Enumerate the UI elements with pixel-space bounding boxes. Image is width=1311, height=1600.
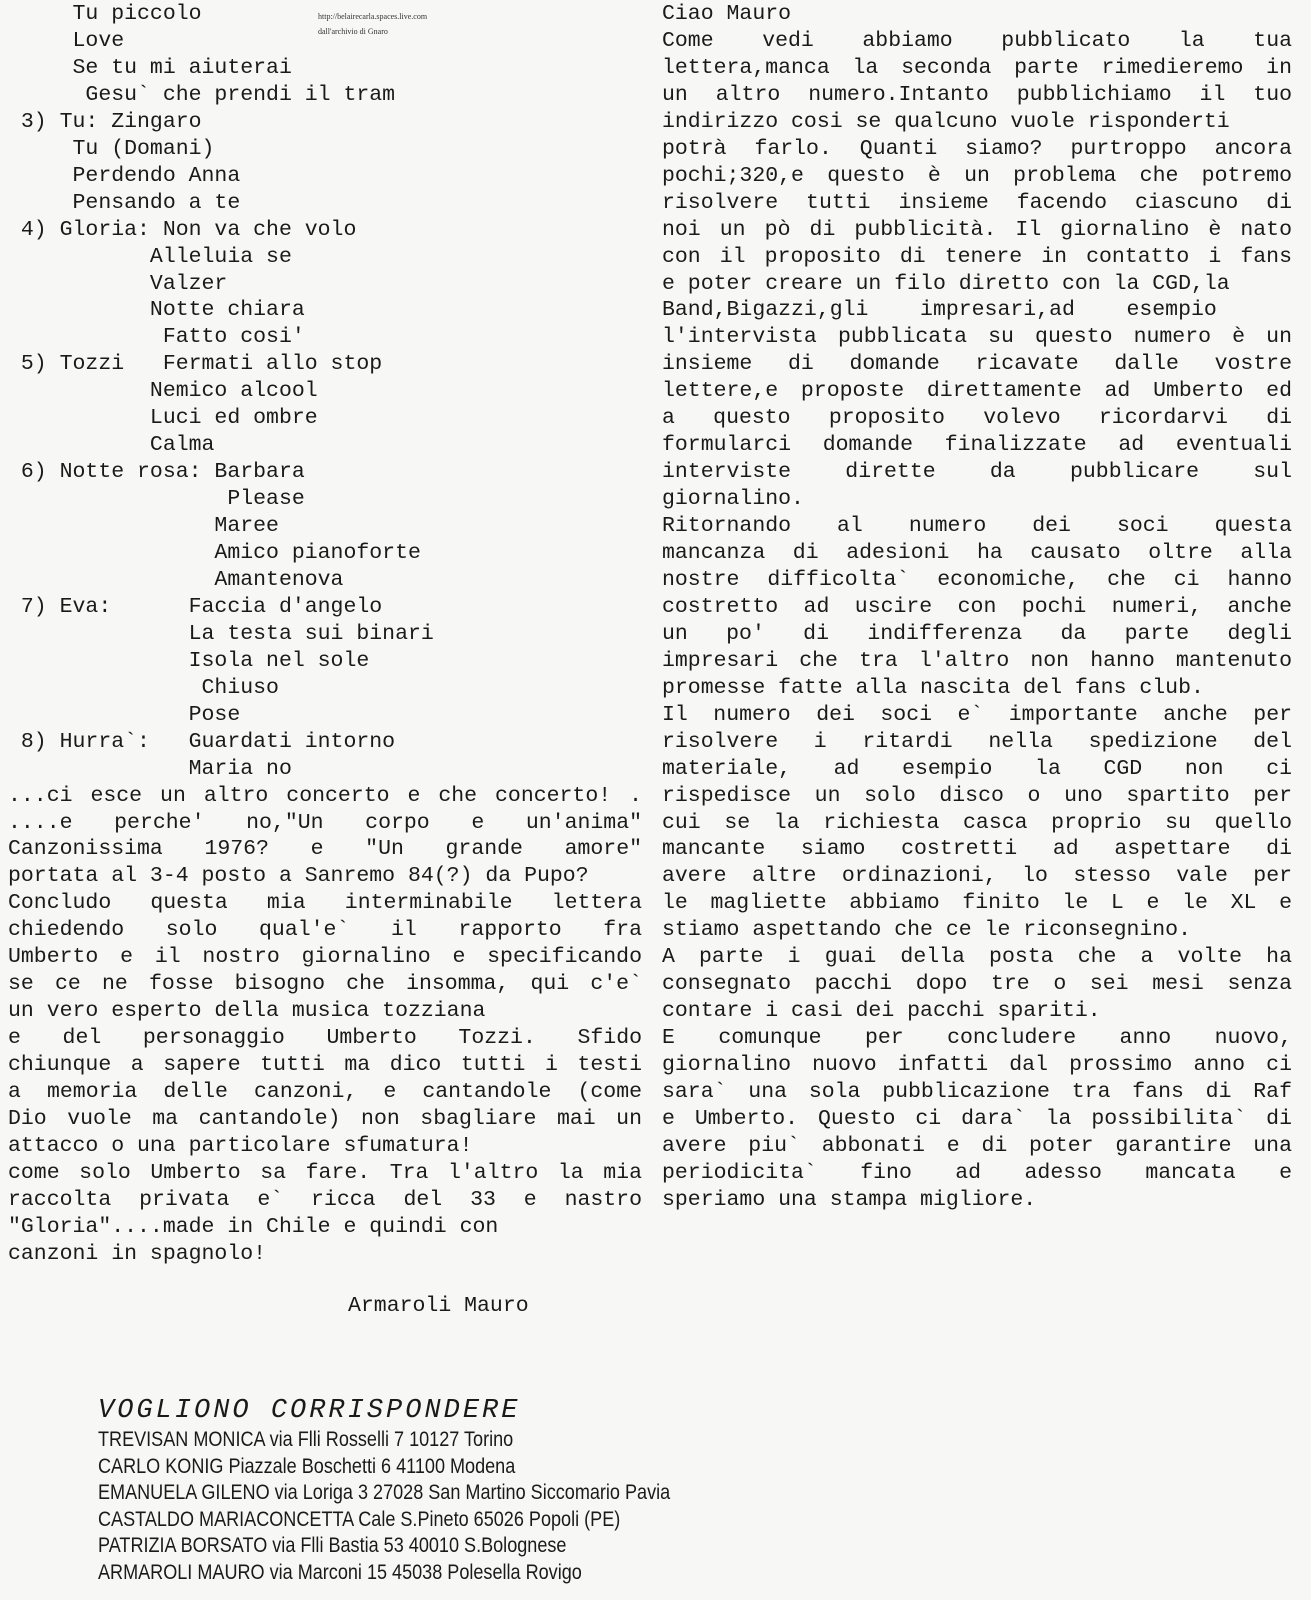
- text-line: Maree: [8, 514, 279, 539]
- text-line: La testa sui binari: [8, 621, 434, 646]
- text-line: Maria no: [8, 756, 292, 781]
- text-line: ....e perche' no,"Un corpo e un'anima": [8, 810, 642, 835]
- text-line: Canzonissima 1976? e "Un grande amore": [8, 837, 642, 862]
- text-line: e poter creare un filo diretto con la CGD,la: [662, 271, 1230, 296]
- text-line: e Umberto. Questo ci dara` la possibilita` di: [662, 1106, 1292, 1131]
- text-line: Ciao Mauro: [662, 2, 792, 26]
- text-line: Calma: [8, 433, 215, 458]
- text-line: le magliette abbiamo finito le L e le XL e: [662, 891, 1292, 916]
- text-line: 8) Hurra`: Guardati intorno: [8, 729, 396, 754]
- correspondent-entry: TREVISAN MONICA via Flli Rosselli 7 10127 Torino: [98, 1428, 514, 1451]
- text-line: Love: [8, 28, 125, 53]
- correspondent-entry: CASTALDO MARIACONCETTA Cale S.Pineto 65026 Popoli (PE): [98, 1507, 621, 1531]
- correspondent-entry: PATRIZIA BORSATO via Flli Bastia 53 40010 S.Bolognese: [98, 1534, 567, 1558]
- text-line: ...ci esce un altro concerto e che concerto! .: [8, 783, 642, 808]
- text-line: Pensando a te: [8, 190, 241, 215]
- text-line: 5) Tozzi Fermati allo stop: [8, 352, 383, 377]
- text-line: Come vedi abbiamo pubblicato la tua: [662, 28, 1292, 53]
- text-line: risolvere i ritardi nella spedizione del: [662, 729, 1292, 754]
- text-line: lettera,manca la seconda parte rimedieremo in: [662, 55, 1292, 80]
- watermark-credit: dall'archivio di Gnaro: [318, 27, 388, 36]
- text-line: Isola nel sole: [8, 648, 370, 673]
- text-line: se ce ne fosse bisogno che insomma, qui c'e`: [8, 972, 642, 997]
- text-line: 7) Eva: Faccia d'angelo: [8, 594, 383, 619]
- text-line: risolvere tutti insieme facendo ciascuno di: [662, 190, 1292, 215]
- text-line: Chiuso: [8, 675, 279, 700]
- text-line: Ritornando al numero dei soci questa: [662, 514, 1292, 539]
- text-line: Pose: [8, 702, 241, 727]
- text-line: sara` una sola pubblicazione tra fans di Raf: [662, 1080, 1292, 1104]
- text-line: 3) Tu: Zingaro: [8, 109, 202, 134]
- text-line: Il numero dei soci e` importante anche per: [662, 702, 1292, 727]
- text-line: noi un pò di pubblicità. Il giornalino è nato: [662, 217, 1292, 242]
- text-line: giornalino nuovo infatti dal prossimo anno ci: [662, 1053, 1292, 1078]
- text-line: Concludo questa mia interminabile lettera: [8, 891, 642, 916]
- text-line: Amantenova: [8, 567, 344, 592]
- text-line: Please: [8, 487, 305, 512]
- text-line: pochi;320,e questo è un problema che potremo: [662, 163, 1292, 188]
- text-line: un vero esperto della musica tozziana: [8, 999, 486, 1024]
- text-line: interviste dirette da pubblicare sul: [662, 460, 1292, 485]
- text-line: Valzer: [8, 271, 228, 296]
- text-line: Perdendo Anna: [8, 163, 241, 188]
- text-line: Notte chiara: [8, 298, 305, 323]
- text-line: indirizzo cosi se qualcuno vuole risponderti: [662, 109, 1230, 134]
- text-line: raccolta privata e` ricca del 33 e nastro: [8, 1187, 642, 1212]
- text-line: Fatto cosi': [8, 325, 305, 350]
- text-line: a questo proposito volevo ricordarvi di: [662, 406, 1292, 431]
- text-line: mancanza di adesioni ha causato oltre alla: [662, 541, 1292, 565]
- text-line: attacco o una particolare sfumatura!: [8, 1133, 473, 1158]
- text-line: avere altre ordinazioni, lo stesso vale per: [662, 864, 1292, 889]
- text-line: canzoni in spagnolo!: [8, 1241, 267, 1266]
- text-line: nostre difficolta` economiche, che ci hanno: [662, 567, 1292, 592]
- text-line: Dio vuole ma cantandole) non sbagliare mai un: [8, 1106, 642, 1131]
- text-line: 6) Notte rosa: Barbara: [8, 460, 305, 485]
- text-line: Umberto e il nostro giornalino e specificando: [8, 945, 642, 970]
- text-line: 4) Gloria: Non va che volo: [8, 217, 357, 242]
- text-line: speriamo una stampa migliore.: [662, 1187, 1037, 1212]
- text-line: Se tu mi aiuterai: [8, 55, 292, 80]
- correspondent-entry: ARMAROLI MAURO via Marconi 15 45038 Polesella Rovigo: [98, 1561, 582, 1584]
- text-line: portata al 3-4 posto a Sanremo 84(?) da Pupo?: [8, 864, 589, 889]
- watermark-url: http://belairecarla.spaces.live.com: [318, 12, 428, 21]
- text-line: chiedendo solo qual'e` il rapporto fra: [8, 918, 642, 943]
- text-line: periodicita` fino ad adesso mancata e: [662, 1160, 1292, 1185]
- text-line: Amico pianoforte: [8, 541, 421, 565]
- text-line: promesse fatte alla nascita del fans club.: [662, 675, 1204, 700]
- letter-signature: Armaroli Mauro: [348, 1294, 529, 1318]
- text-line: E comunque per concludere anno nuovo,: [662, 1026, 1292, 1051]
- text-line: stiamo aspettando che ce le riconsegnino.: [662, 918, 1191, 943]
- text-line: e del personaggio Umberto Tozzi. Sfido: [8, 1026, 642, 1051]
- text-line: insieme di domande ricavate dalle vostre: [662, 352, 1292, 377]
- text-line: lettere,e proposte direttamente ad Umberto ed: [662, 379, 1292, 404]
- text-line: mancante siamo costretti ad aspettare di: [662, 837, 1292, 862]
- text-line: materiale, ad esempio la CGD non ci: [662, 756, 1292, 781]
- text-line: cui se la richiesta casca proprio su quello: [662, 810, 1292, 835]
- text-line: formularci domande finalizzate ad eventuali: [662, 433, 1292, 458]
- text-line: come solo Umberto sa fare. Tra l'altro la mia: [8, 1160, 642, 1185]
- text-line: un altro numero.Intanto pubblichiamo il tuo: [662, 82, 1292, 107]
- text-line: costretto ad uscire con pochi numeri, anche: [662, 594, 1292, 619]
- text-line: avere piu` abbonati e di poter garantire una: [662, 1133, 1292, 1158]
- text-line: con il proposito di tenere in contatto i fans: [662, 244, 1292, 269]
- text-line: Luci ed ombre: [8, 406, 318, 431]
- text-line: potrà farlo. Quanti siamo? purtroppo ancora: [662, 136, 1292, 161]
- text-line: Tu (Domani): [8, 136, 215, 161]
- text-line: "Gloria"....made in Chile e quindi con: [8, 1214, 499, 1239]
- text-line: Band,Bigazzi,gli impresari,ad esempio: [662, 298, 1217, 323]
- correspondent-entry: EMANUELA GILENO via Loriga 3 27028 San Martino Siccomario Pavia: [98, 1481, 671, 1505]
- text-line: a memoria delle canzoni, e cantandole (come: [8, 1080, 642, 1104]
- text-line: A parte i guai della posta che a volte ha: [662, 945, 1292, 970]
- text-line: impresari che tra l'altro non hanno mantenuto: [662, 648, 1292, 673]
- text-line: rispedisce un solo disco o uno spartito per: [662, 783, 1292, 808]
- text-line: l'intervista pubblicata su questo numero è un: [662, 325, 1292, 350]
- text-line: Tu piccolo: [8, 2, 202, 26]
- text-line: un po' di indifferenza da parte degli: [662, 621, 1292, 646]
- correspondent-entry: CARLO KONIG Piazzale Boschetti 6 41100 Modena: [98, 1454, 516, 1478]
- text-line: consegnato pacchi dopo tre o sei mesi senza: [662, 972, 1292, 997]
- text-line: contare i casi dei pacchi spariti.: [662, 999, 1101, 1024]
- text-line: Alleluia se: [8, 244, 292, 269]
- text-line: Nemico alcool: [8, 379, 318, 404]
- text-line: chiunque a sapere tutti ma dico tutti i testi: [8, 1053, 642, 1078]
- text-line: giornalino.: [662, 487, 804, 512]
- text-line: Gesu` che prendi il tram: [8, 82, 396, 107]
- section-title-corrispondere: VOGLIONO CORRISPONDERE: [98, 1396, 521, 1426]
